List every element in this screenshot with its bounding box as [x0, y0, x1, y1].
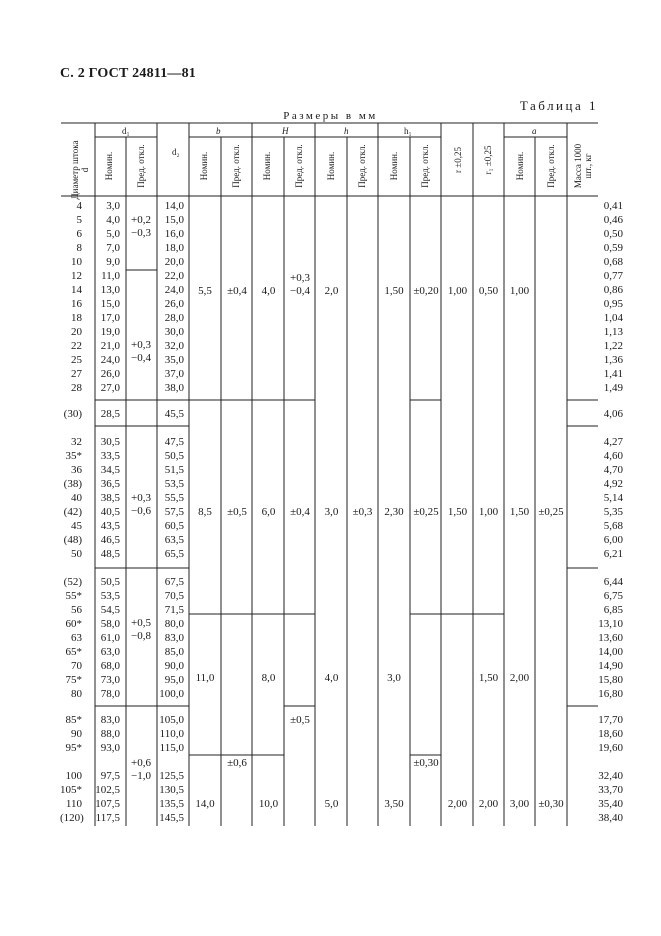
- d1-nominal-cell: 58,0: [100, 618, 120, 630]
- col-d1-tolerance: Пред. откл.: [136, 144, 146, 188]
- h1-nominal-cell: 2,30: [384, 506, 404, 518]
- b-nominal-cell: 5,5: [198, 285, 212, 297]
- mass-cell: 5,35: [603, 506, 623, 518]
- d2-cell: 57,5: [164, 506, 184, 518]
- mass-cell: 1,49: [603, 382, 623, 394]
- b-tolerance-cell: ±0,5: [227, 506, 247, 518]
- col-mass: Масса 1000 шт., кг: [573, 143, 593, 189]
- d1-nominal-cell: 13,0: [100, 284, 120, 296]
- a-tolerance-cell: ±0,25: [538, 506, 564, 518]
- d2-cell: 135,5: [159, 798, 184, 810]
- d2-cell: 85,0: [164, 646, 184, 658]
- mass-cell: 0,86: [603, 284, 623, 296]
- h-tolerance-cell: ±0,3: [352, 506, 373, 518]
- d1-nominal-cell: 4,0: [106, 214, 120, 226]
- d1-nominal-cell: 63,0: [100, 646, 120, 658]
- mass-cell: 4,70: [603, 464, 623, 476]
- d1-nominal-cell: 43,5: [100, 520, 120, 532]
- mass-cell: 6,75: [603, 590, 623, 602]
- a-nominal-cell: 1,50: [509, 506, 530, 518]
- h1-nominal-cell: 3,50: [384, 798, 404, 810]
- d2-cell: 125,5: [159, 770, 184, 782]
- r-cell: 1,50: [447, 506, 468, 518]
- mass-cell: 33,70: [598, 784, 623, 796]
- col-h-nominal: Номин.: [326, 151, 336, 181]
- rod-diameter-cell: 16: [71, 298, 82, 310]
- h1-tolerance-cell: ±0,20: [413, 285, 439, 297]
- rod-diameter-cell: 5: [76, 214, 82, 226]
- mass-cell: 1,41: [603, 368, 623, 380]
- d1-nominal-cell: 88,0: [100, 728, 120, 740]
- h1-nominal-cell: 3,0: [387, 672, 401, 684]
- h-nominal-cell: 5,0: [324, 798, 339, 810]
- d2-cell: 83,0: [164, 632, 184, 644]
- rod-diameter-cell: 25: [71, 354, 82, 366]
- r1-cell: 1,50: [478, 672, 499, 684]
- mass-cell: 6,44: [603, 576, 623, 588]
- b-tolerance-cell: ±0,4: [227, 285, 247, 297]
- d2-cell: 100,0: [159, 688, 184, 700]
- d1-nominal-cell: 38,5: [100, 492, 120, 504]
- rod-diameter-cell: 55*: [65, 590, 82, 602]
- H-nominal-cell: 4,0: [261, 285, 276, 297]
- mass-cell: 5,14: [603, 492, 623, 504]
- rod-diameter-cell: 35*: [65, 450, 82, 462]
- rod-diameter-cell: 90: [71, 728, 82, 740]
- r1-cell: 2,00: [478, 798, 499, 810]
- r1-cell: 0,50: [478, 285, 499, 297]
- h1-tolerance-cell: ±0,30: [413, 757, 439, 769]
- H-nominal-cell: 10,0: [258, 798, 279, 810]
- d1-nominal-cell: 61,0: [100, 632, 120, 644]
- d2-cell: 53,5: [164, 478, 184, 490]
- rod-diameter-cell: 100: [65, 770, 82, 782]
- mass-cell: 0,59: [603, 242, 623, 254]
- d1-nominal-cell: 15,0: [100, 298, 120, 310]
- d1-nominal-cell: 26,0: [100, 368, 120, 380]
- col-h: h: [344, 126, 349, 136]
- H-nominal-cell: 8,0: [261, 672, 276, 684]
- col-a-tolerance: Пред. откл.: [546, 144, 556, 188]
- rod-diameter-cell: 80: [71, 688, 82, 700]
- rod-diameter-cell: 63: [71, 632, 82, 644]
- r-cell: 2,00: [447, 798, 468, 810]
- col-a: a: [532, 126, 537, 136]
- mass-cell: 0,41: [603, 200, 623, 212]
- mass-cell: 1,04: [603, 312, 623, 324]
- b-nominal-cell: 11,0: [195, 672, 215, 684]
- h-nominal-cell: 3,0: [324, 506, 339, 518]
- col-h1-nominal: Номин.: [389, 151, 399, 181]
- d1-nominal-cell: 7,0: [106, 242, 120, 254]
- d1-tolerance-cell: +0,5 −0,8: [131, 617, 151, 642]
- rod-diameter-cell: 56: [71, 604, 82, 616]
- rod-diameter-cell: 85*: [65, 714, 82, 726]
- d1-nominal-cell: 107,5: [95, 798, 120, 810]
- table-label: Таблица 1: [519, 98, 598, 113]
- d1-nominal-cell: 9,0: [106, 256, 120, 268]
- d2-cell: 145,5: [159, 812, 184, 824]
- d1-nominal-cell: 93,0: [100, 742, 120, 754]
- H-tolerance-cell: ±0,4: [290, 506, 310, 518]
- col-d2: d₂: [172, 147, 180, 157]
- d2-cell: 30,0: [164, 326, 184, 338]
- d2-cell: 37,0: [164, 368, 184, 380]
- mass-cell: 16,80: [598, 688, 623, 700]
- H-tolerance-cell: +0,3 −0,4: [290, 272, 310, 297]
- mass-cell: 1,22: [603, 340, 623, 352]
- d2-cell: 47,5: [164, 436, 184, 448]
- d2-cell: 15,0: [164, 214, 184, 226]
- b-nominal-cell: 14,0: [195, 798, 215, 810]
- d2-cell: 67,5: [164, 576, 184, 588]
- col-b-nominal: Номин.: [199, 151, 209, 181]
- col-b: b: [216, 126, 221, 136]
- col-a-nominal: Номин.: [515, 151, 525, 181]
- mass-cell: 4,92: [603, 478, 623, 490]
- rod-diameter-cell: 65*: [65, 646, 82, 658]
- d2-cell: 24,0: [164, 284, 184, 296]
- rod-diameter-cell: (30): [63, 408, 82, 420]
- mass-cell: 19,60: [598, 742, 623, 754]
- rod-diameter-cell: 95*: [65, 742, 82, 754]
- rod-diameter-cell: 27: [71, 368, 82, 380]
- col-r1: r₁ ±0,25: [483, 145, 493, 175]
- d2-cell: 45,5: [164, 408, 184, 420]
- rod-diameter-cell: 50: [71, 548, 82, 560]
- d1-nominal-cell: 28,5: [100, 408, 120, 420]
- d2-cell: 130,5: [159, 784, 184, 796]
- col-h-tolerance: Пред. откл.: [357, 144, 367, 188]
- d2-cell: 38,0: [164, 382, 184, 394]
- rod-diameter-cell: 40: [71, 492, 82, 504]
- d1-nominal-cell: 83,0: [100, 714, 120, 726]
- rod-diameter-cell: 10: [71, 256, 82, 268]
- rod-diameter-cell: 6: [76, 228, 82, 240]
- mass-cell: 17,70: [598, 714, 623, 726]
- rod-diameter-cell: (42): [63, 506, 82, 518]
- mass-cell: 0,46: [603, 214, 623, 226]
- h-nominal-cell: 4,0: [324, 672, 339, 684]
- d1-nominal-cell: 17,0: [100, 312, 120, 324]
- mass-cell: 1,36: [603, 354, 623, 366]
- mass-cell: 0,68: [603, 256, 623, 268]
- r-cell: 1,00: [447, 285, 468, 297]
- a-nominal-cell: 1,00: [509, 285, 530, 297]
- rod-diameter-cell: 75*: [65, 674, 82, 686]
- d1-nominal-cell: 78,0: [100, 688, 120, 700]
- col-h1: h₁: [404, 126, 412, 136]
- b-nominal-cell: 8,5: [198, 506, 212, 518]
- d2-cell: 14,0: [164, 200, 184, 212]
- mass-cell: 15,80: [598, 674, 623, 686]
- a-nominal-cell: 3,00: [509, 798, 530, 810]
- h-nominal-cell: 2,0: [324, 285, 339, 297]
- col-H-tolerance: Пред. откл.: [294, 144, 304, 188]
- d1-nominal-cell: 54,5: [100, 604, 120, 616]
- d2-cell: 55,5: [164, 492, 184, 504]
- rod-diameter-cell: 105*: [60, 784, 82, 796]
- col-b-tolerance: Пред. откл.: [231, 144, 241, 188]
- page-header: С. 2 ГОСТ 24811—81: [60, 66, 197, 81]
- d1-tolerance-cell: +0,3 −0,4: [131, 339, 151, 364]
- d1-nominal-cell: 102,5: [95, 784, 120, 796]
- d2-cell: 51,5: [164, 464, 184, 476]
- units-caption: Размеры в мм: [283, 110, 378, 122]
- d2-cell: 80,0: [164, 618, 184, 630]
- H-nominal-cell: 6,0: [261, 506, 276, 518]
- mass-cell: 32,40: [598, 770, 623, 782]
- d1-nominal-cell: 117,5: [95, 812, 120, 824]
- rod-diameter-cell: (38): [63, 478, 82, 490]
- rod-diameter-cell: 22: [71, 340, 82, 352]
- col-H: H: [282, 126, 289, 136]
- d2-cell: 22,0: [164, 270, 184, 282]
- mass-cell: 13,10: [598, 618, 623, 630]
- col-d1: d₁: [122, 126, 130, 136]
- d2-cell: 95,0: [164, 674, 184, 686]
- rod-diameter-cell: 18: [71, 312, 82, 324]
- rod-diameter-cell: (52): [63, 576, 82, 588]
- mass-cell: 1,13: [603, 326, 623, 338]
- col-d1-nominal: Номин.: [104, 151, 114, 181]
- h1-tolerance-cell: ±0,25: [413, 506, 439, 518]
- b-tolerance-cell: ±0,6: [227, 757, 247, 769]
- d2-cell: 110,0: [159, 728, 184, 740]
- rod-diameter-cell: 28: [71, 382, 82, 394]
- d2-cell: 28,0: [164, 312, 184, 324]
- d2-cell: 32,0: [164, 340, 184, 352]
- d1-nominal-cell: 5,0: [106, 228, 120, 240]
- mass-cell: 0,50: [603, 228, 623, 240]
- d2-cell: 105,0: [159, 714, 184, 726]
- rod-diameter-cell: 70: [71, 660, 82, 672]
- d1-nominal-cell: 40,5: [100, 506, 120, 518]
- d1-nominal-cell: 48,5: [100, 548, 120, 560]
- d1-nominal-cell: 68,0: [100, 660, 120, 672]
- rod-diameter-cell: 32: [71, 436, 82, 448]
- mass-cell: 35,40: [598, 798, 623, 810]
- col-H-nominal: Номин.: [262, 151, 272, 181]
- col-r: r ±0,25: [453, 147, 463, 173]
- mass-cell: 14,90: [598, 660, 623, 672]
- d1-nominal-cell: 24,0: [100, 354, 120, 366]
- d1-nominal-cell: 73,0: [100, 674, 120, 686]
- mass-cell: 5,68: [603, 520, 623, 532]
- rod-diameter-cell: 45: [71, 520, 82, 532]
- r1-cell: 1,00: [478, 506, 499, 518]
- mass-cell: 0,77: [603, 270, 623, 282]
- rod-diameter-cell: 36: [71, 464, 82, 476]
- mass-cell: 14,00: [598, 646, 623, 658]
- d1-nominal-cell: 30,5: [100, 436, 120, 448]
- d1-nominal-cell: 97,5: [100, 770, 120, 782]
- rod-diameter-cell: 12: [71, 270, 82, 282]
- d1-nominal-cell: 33,5: [100, 450, 120, 462]
- d1-nominal-cell: 11,0: [101, 270, 120, 282]
- d2-cell: 70,5: [164, 590, 184, 602]
- d2-cell: 63,5: [164, 534, 184, 546]
- d1-tolerance-cell: +0,6 −1,0: [131, 757, 151, 782]
- mass-cell: 18,60: [598, 728, 623, 740]
- d2-cell: 16,0: [164, 228, 184, 240]
- d2-cell: 115,0: [159, 742, 184, 754]
- h1-nominal-cell: 1,50: [384, 285, 404, 297]
- rod-diameter-cell: 14: [71, 284, 82, 296]
- rod-diameter-cell: 20: [71, 326, 82, 338]
- mass-cell: 4,06: [603, 408, 623, 420]
- a-nominal-cell: 2,00: [509, 672, 530, 684]
- rod-diameter-cell: (120): [60, 812, 84, 824]
- d1-nominal-cell: 36,5: [100, 478, 120, 490]
- d1-nominal-cell: 19,0: [100, 326, 120, 338]
- rod-diameter-cell: 60*: [65, 618, 82, 630]
- d1-nominal-cell: 21,0: [100, 340, 120, 352]
- a-tolerance-cell: ±0,30: [538, 798, 564, 810]
- d1-nominal-cell: 50,5: [100, 576, 120, 588]
- mass-cell: 13,60: [598, 632, 623, 644]
- d2-cell: 71,5: [164, 604, 184, 616]
- H-tolerance-cell: ±0,5: [290, 714, 310, 726]
- d2-cell: 35,0: [164, 354, 184, 366]
- rod-diameter-cell: (48): [63, 534, 82, 546]
- d1-nominal-cell: 34,5: [100, 464, 120, 476]
- d1-tolerance-cell: +0,3 −0,6: [131, 492, 151, 517]
- rod-diameter-cell: 8: [76, 242, 82, 254]
- mass-cell: 4,60: [603, 450, 623, 462]
- d1-nominal-cell: 3,0: [106, 200, 120, 212]
- col-h1-tolerance: Пред. откл.: [420, 144, 430, 188]
- mass-cell: 6,00: [603, 534, 623, 546]
- rod-diameter-cell: 4: [76, 200, 82, 212]
- d1-nominal-cell: 46,5: [100, 534, 120, 546]
- mass-cell: 4,27: [603, 436, 623, 448]
- d1-nominal-cell: 27,0: [100, 382, 120, 394]
- d2-cell: 20,0: [164, 256, 184, 268]
- mass-cell: 6,85: [603, 604, 623, 616]
- d2-cell: 18,0: [164, 242, 184, 254]
- d2-cell: 90,0: [164, 660, 184, 672]
- col-rod-diameter: Диаметр штока d: [70, 140, 90, 200]
- d2-cell: 65,5: [164, 548, 184, 560]
- rod-diameter-cell: 110: [65, 798, 82, 810]
- d2-cell: 60,5: [164, 520, 184, 532]
- mass-cell: 6,21: [603, 548, 623, 560]
- d1-tolerance-cell: +0,2 −0,3: [131, 214, 151, 239]
- mass-cell: 0,95: [603, 298, 623, 310]
- d2-cell: 50,5: [164, 450, 184, 462]
- d1-nominal-cell: 53,5: [100, 590, 120, 602]
- d2-cell: 26,0: [164, 298, 184, 310]
- mass-cell: 38,40: [598, 812, 623, 824]
